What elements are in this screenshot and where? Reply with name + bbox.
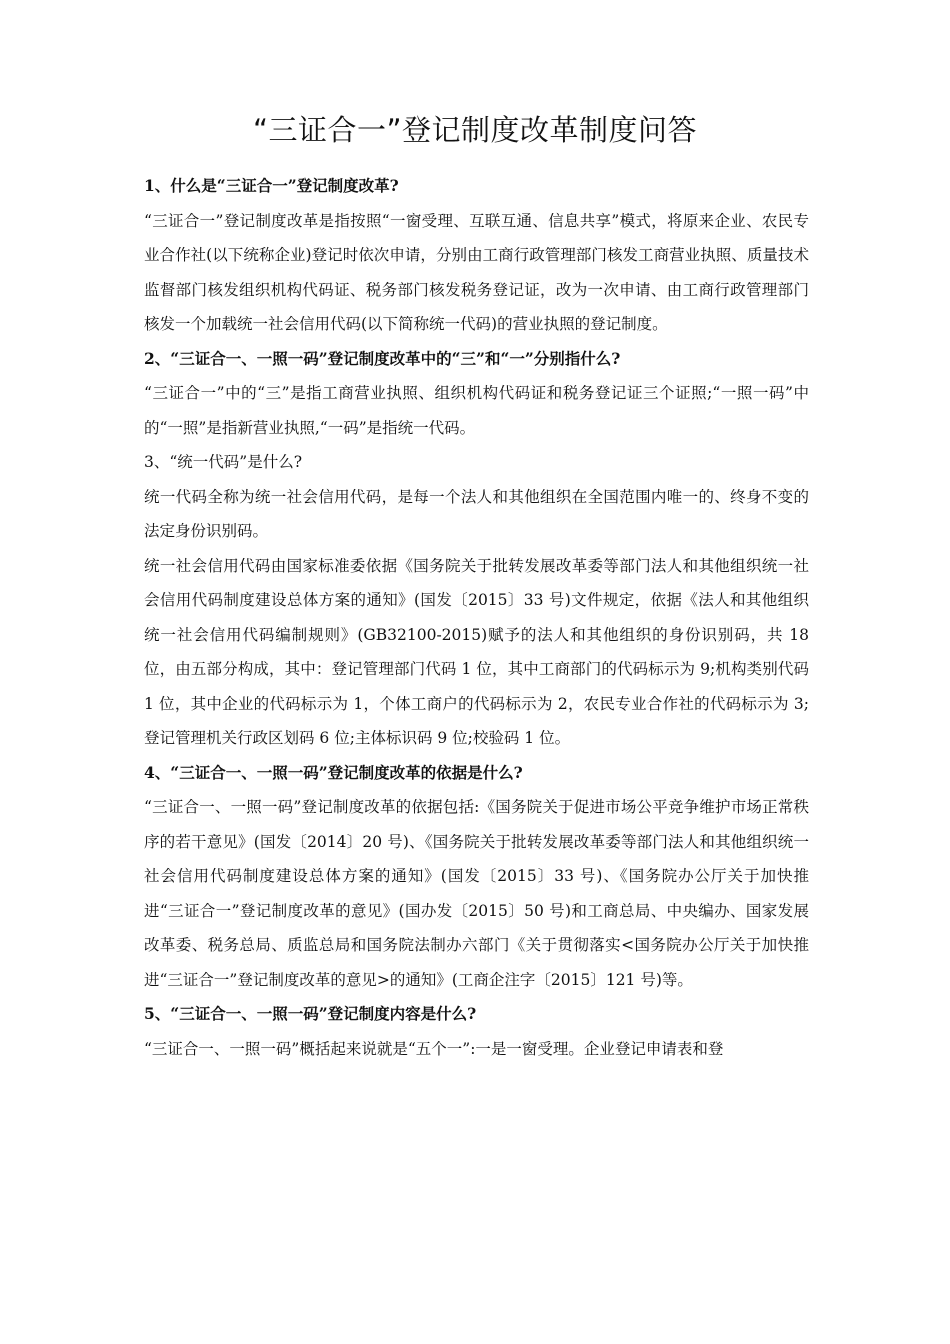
answer-5-paragraph-1: “三证合一、一照一码”概括起来说就是“五个一”:一是一窗受理。企业登记申请表和登: [144, 1039, 724, 1058]
question-3: 3、“统一代码”是什么?: [144, 453, 303, 471]
answer-3-paragraph-1: 统一代码全称为统一社会信用代码，是每一个法人和其他组织在全国范围内唯一的、终身不变的法定身份识别码。: [144, 487, 809, 540]
question-4: 4、“三证合一、一照一码”登记制度改革的依据是什么?: [144, 762, 523, 782]
question-1: 1、什么是“三证合一”登记制度改革?: [144, 176, 399, 195]
document-title: “三证合一”登记制度改革制度问答: [252, 113, 698, 147]
question-2: 2、“三证合一、一照一码”登记制度改革中的“三”和“一”分别指什么?: [144, 348, 621, 368]
answer-1-paragraph-1: “三证合一”登记制度改革是指按照“一窗受理、互联互通、信息共享”模式，将原来企业、农民专业合作社(以下统称企业)登记时依次申请，分别由工商行政管理部门核发工商营业执照、质量技术监督部门核发组织机构代码证、税务部门核发税务登记证，改为一次申请、由工商行政管理部门核发一个加载统一社会信用代码(以下简称统一代码)的营业执照的登记制度。: [144, 211, 809, 333]
answer-4-paragraph-1: “三证合一、一照一码”登记制度改革的依据包括:《国务院关于促进市场公平竞争维护市场正常秩序的若干意见》(国发〔2014〕20 号)、《国务院关于批转发展改革委等部门法人和其他组织统一社会信用代码制度建设总体方案的通知》(国发〔2015〕33 号)、《国务院办公厅关于加快推进“三证合一”登记制度改革的意见》(国办发〔2015〕50 号)和工商总局、中央编办、国家发展改革委、税务总局、质监总局和国务院法制办六部门《关于贯彻落实<国务院办公厅关于加快推进“三证合一”登记制度改革的意见>的通知》(工商企注字〔2015〕121 号)等。: [144, 798, 809, 989]
question-5: 5、“三证合一、一照一码”登记制度内容是什么?: [144, 1004, 477, 1023]
answer-3-paragraph-2: 统一社会信用代码由国家标准委依据《国务院关于批转发展改革委等部门法人和其他组织统一社会信用代码制度建设总体方案的通知》(国发〔2015〕33 号)文件规定，依据《法人和其他组织统一社会信用代码编制规则》(GB32100-2015)赋予的法人和其他组织的身份识别码，共 18 位，由五部分构成，其中：登记管理部门代码 1 位，其中工商部门的代码标示为 9;机构类别代码 1 位，其中企业的代码标示为 1，个体工商户的代码标示为 2，农民专业合作社的代码标示为 3;登记管理机关行政区划码 6 位;主体标识码 9 位;校验码 1 位。: [144, 556, 809, 747]
answer-2-paragraph-1: “三证合一”中的“三”是指工商营业执照、组织机构代码证和税务登记证三个证照;“一照一码”中的“一照”是指新营业执照,“一码”是指统一代码。: [144, 384, 809, 437]
document-body: [144, 169, 809, 1066]
